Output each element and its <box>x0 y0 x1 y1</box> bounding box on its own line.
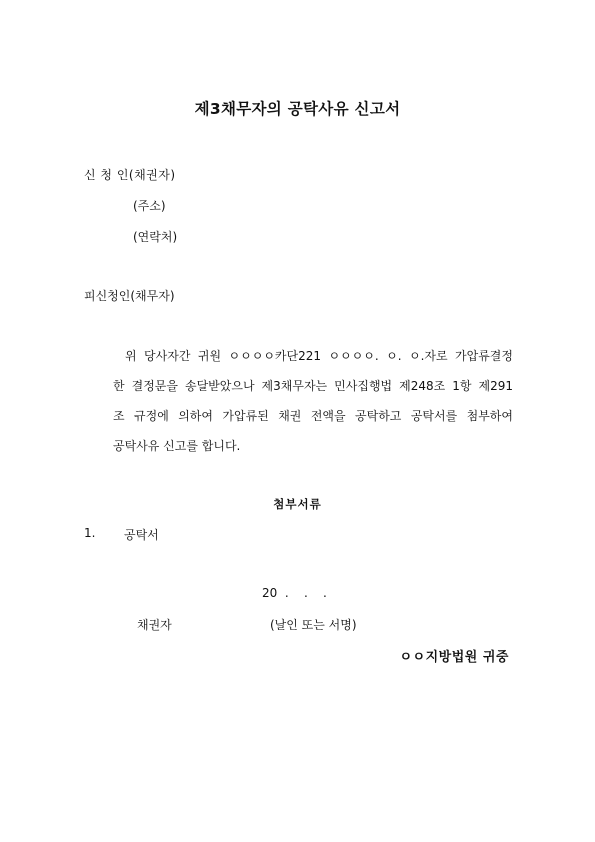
respondent-label: 피신청인(채무자) <box>84 289 175 303</box>
court-addressee: ㅇㅇ지방법원 귀중 <box>399 650 509 665</box>
document-title: 제3채무자의 공탁사유 신고서 <box>194 100 401 118</box>
seal-note: (날인 또는 서명) <box>270 618 357 632</box>
body-line-2: 한 결정문을 송달받았으나 제3채무자는 민사집행법 제248조 1항 제291 <box>113 379 513 393</box>
body-line-1: 위 당사자간 귀원 ㅇㅇㅇㅇ카단221 ㅇㅇㅇㅇ. ㅇ. ㅇ.자로 가압류결정 <box>125 349 513 363</box>
creditor-label: 채권자 <box>137 618 172 632</box>
date-line: 20 . . . <box>262 586 327 600</box>
contact-label: (연락처) <box>133 230 178 244</box>
attachment-label: 공탁서 <box>124 528 159 542</box>
address-label: (주소) <box>133 199 166 213</box>
attachments-title: 첨부서류 <box>273 497 322 511</box>
applicant-label: 신 청 인(채권자) <box>84 168 176 182</box>
body-line-4: 공탁사유 신고를 합니다. <box>113 439 241 453</box>
attachment-number: 1. <box>84 526 96 540</box>
body-line-3: 조 규정에 의하여 가압류된 채권 전액을 공탁하고 공탁서를 첨부하여 <box>113 409 513 423</box>
